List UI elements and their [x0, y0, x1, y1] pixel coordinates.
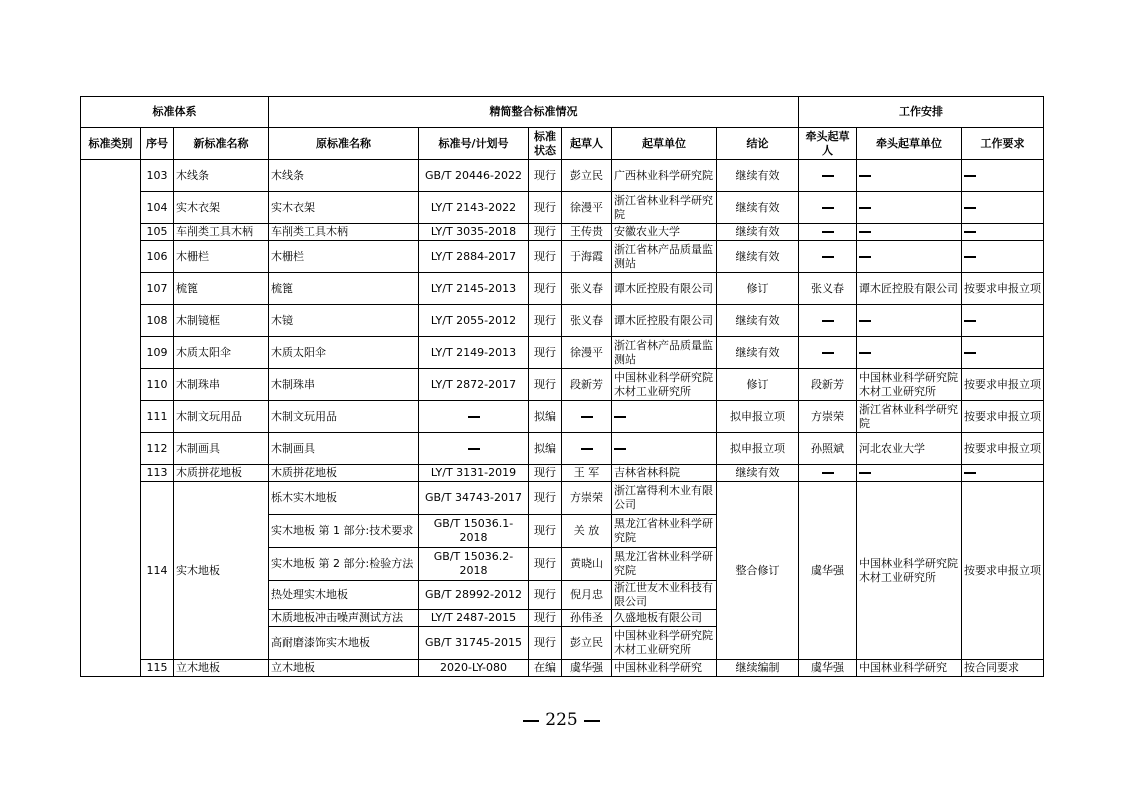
- unit-cell: 浙江省林产品质量监测站: [612, 337, 717, 369]
- code-cell: LY/T 2872-2017: [419, 369, 529, 401]
- orig-name-cell: 车削类工具木柄: [269, 224, 419, 241]
- lead-unit-cell: [857, 337, 962, 369]
- seq-cell: 113: [141, 465, 174, 482]
- lead-drafter-cell: [799, 160, 857, 192]
- seq-cell: 104: [141, 192, 174, 224]
- seq-cell: 112: [141, 433, 174, 465]
- footer-dash-right: [584, 720, 600, 722]
- drafter-cell: [562, 401, 612, 433]
- status-cell: 现行: [529, 192, 562, 224]
- footer-dash-left: [523, 720, 539, 722]
- dash-mark: [964, 472, 976, 474]
- dash-mark: [614, 448, 626, 450]
- conclusion-cell: 继续有效: [717, 305, 799, 337]
- lead-drafter-cell: [799, 192, 857, 224]
- new-name-cell: 木线条: [174, 160, 269, 192]
- lead-unit-cell: 中国林业科学研究院木材工业研究所: [857, 369, 962, 401]
- col-header-drafter: 起草人: [562, 128, 612, 160]
- col-header-seq: 序号: [141, 128, 174, 160]
- orig-name-cell: 木制文玩用品: [269, 401, 419, 433]
- dash-mark: [614, 416, 626, 418]
- status-cell: 现行: [529, 548, 562, 581]
- dash-mark: [859, 175, 871, 177]
- status-cell: 现行: [529, 160, 562, 192]
- col-header-unit: 起草单位: [612, 128, 717, 160]
- unit-cell: 久盛地板有限公司: [612, 610, 717, 627]
- code-cell: LY/T 2145-2013: [419, 273, 529, 305]
- unit-cell: 浙江富得利木业有限公司: [612, 482, 717, 515]
- lead-drafter-cell: 虞华强: [799, 482, 857, 660]
- status-cell: 拟编: [529, 433, 562, 465]
- table-row: [81, 273, 1044, 305]
- dash-mark: [822, 231, 834, 233]
- dash-mark: [822, 472, 834, 474]
- new-name-cell: 实木衣架: [174, 192, 269, 224]
- unit-cell: 浙江省林业科学研究院: [612, 192, 717, 224]
- code-cell: LY/T 2884-2017: [419, 241, 529, 273]
- seq-cell: 105: [141, 224, 174, 241]
- drafter-cell: 彭立民: [562, 627, 612, 660]
- new-name-cell: 木制文玩用品: [174, 401, 269, 433]
- requirement-cell: 按要求申报立项: [962, 482, 1044, 660]
- unit-cell: 黑龙江省林业科学研究院: [612, 515, 717, 548]
- code-cell: GB/T 15036.1-2018: [419, 515, 529, 548]
- lead-drafter-cell: [799, 224, 857, 241]
- table-row: [81, 482, 1044, 515]
- dash-mark: [822, 256, 834, 258]
- code-cell: 2020-LY-080: [419, 660, 529, 677]
- dash-mark: [964, 256, 976, 258]
- col-header-lead-unit: 牵头起草单位: [857, 128, 962, 160]
- dash-mark: [822, 320, 834, 322]
- drafter-cell: 张义春: [562, 305, 612, 337]
- status-cell: 现行: [529, 581, 562, 610]
- table-row: [81, 369, 1044, 401]
- orig-name-cell: 立木地板: [269, 660, 419, 677]
- drafter-cell: 彭立民: [562, 160, 612, 192]
- dash-mark: [859, 207, 871, 209]
- orig-name-cell: 木质地板冲击噪声测试方法: [269, 610, 419, 627]
- code-cell: LY/T 3035-2018: [419, 224, 529, 241]
- requirement-cell: [962, 241, 1044, 273]
- lead-unit-cell: [857, 192, 962, 224]
- unit-cell: 谭木匠控股有限公司: [612, 305, 717, 337]
- group-header-situation: 精简整合标准情况: [269, 97, 799, 128]
- seq-cell: 114: [141, 482, 174, 660]
- new-name-cell: 木制珠串: [174, 369, 269, 401]
- dash-mark: [468, 448, 480, 450]
- seq-cell: 108: [141, 305, 174, 337]
- unit-cell: 谭木匠控股有限公司: [612, 273, 717, 305]
- dash-mark: [822, 207, 834, 209]
- lead-drafter-cell: [799, 305, 857, 337]
- group-header-system: 标准体系: [81, 97, 269, 128]
- orig-name-cell: 热处理实木地板: [269, 581, 419, 610]
- code-cell: GB/T 31745-2015: [419, 627, 529, 660]
- status-cell: 拟编: [529, 401, 562, 433]
- drafter-cell: 徐漫平: [562, 192, 612, 224]
- code-cell: LY/T 2487-2015: [419, 610, 529, 627]
- lead-unit-cell: [857, 224, 962, 241]
- col-header-code: 标准号/计划号: [419, 128, 529, 160]
- orig-name-cell: 高耐磨漆饰实木地板: [269, 627, 419, 660]
- requirement-cell: 按合同要求: [962, 660, 1044, 677]
- seq-cell: 107: [141, 273, 174, 305]
- conclusion-cell: 继续有效: [717, 224, 799, 241]
- status-cell: 现行: [529, 465, 562, 482]
- conclusion-cell: 拟申报立项: [717, 401, 799, 433]
- requirement-cell: [962, 465, 1044, 482]
- table-row: [81, 160, 1044, 192]
- table-row: [81, 305, 1044, 337]
- dash-mark: [964, 175, 976, 177]
- dash-mark: [859, 231, 871, 233]
- drafter-cell: 方崇荣: [562, 482, 612, 515]
- requirement-cell: [962, 160, 1044, 192]
- orig-name-cell: 实木地板 第 1 部分:技术要求: [269, 515, 419, 548]
- unit-cell: [612, 401, 717, 433]
- drafter-cell: 虞华强: [562, 660, 612, 677]
- drafter-cell: 王 军: [562, 465, 612, 482]
- dash-mark: [964, 207, 976, 209]
- col-header-status: 标准状态: [529, 128, 562, 160]
- new-name-cell: 立木地板: [174, 660, 269, 677]
- status-cell: 现行: [529, 369, 562, 401]
- conclusion-cell: 整合修订: [717, 482, 799, 660]
- drafter-cell: 徐漫平: [562, 337, 612, 369]
- orig-name-cell: 实木地板 第 2 部分:检验方法: [269, 548, 419, 581]
- table-row: [81, 224, 1044, 241]
- seq-cell: 111: [141, 401, 174, 433]
- requirement-cell: 按要求申报立项: [962, 369, 1044, 401]
- page-number: 225: [545, 710, 578, 730]
- drafter-cell: 孙伟圣: [562, 610, 612, 627]
- lead-drafter-cell: [799, 337, 857, 369]
- lead-drafter-cell: 方崇荣: [799, 401, 857, 433]
- code-cell: LY/T 2055-2012: [419, 305, 529, 337]
- lead-unit-cell: [857, 305, 962, 337]
- unit-cell: 中国林业科学研究院木材工业研究所: [612, 369, 717, 401]
- status-cell: 现行: [529, 273, 562, 305]
- orig-name-cell: 木制珠串: [269, 369, 419, 401]
- status-cell: 现行: [529, 610, 562, 627]
- lead-unit-cell: [857, 241, 962, 273]
- code-cell: GB/T 15036.2-2018: [419, 548, 529, 581]
- dash-mark: [581, 416, 593, 418]
- seq-cell: 115: [141, 660, 174, 677]
- dash-mark: [859, 472, 871, 474]
- code-cell: GB/T 34743-2017: [419, 482, 529, 515]
- new-name-cell: 木制画具: [174, 433, 269, 465]
- table-body: [81, 160, 1044, 677]
- col-header-requirement: 工作要求: [962, 128, 1044, 160]
- conclusion-cell: 继续编制: [717, 660, 799, 677]
- code-cell: LY/T 2143-2022: [419, 192, 529, 224]
- dash-mark: [581, 448, 593, 450]
- drafter-cell: 王传贵: [562, 224, 612, 241]
- requirement-cell: [962, 224, 1044, 241]
- lead-unit-cell: [857, 160, 962, 192]
- dash-mark: [964, 320, 976, 322]
- requirement-cell: 按要求申报立项: [962, 273, 1044, 305]
- code-cell: [419, 433, 529, 465]
- drafter-cell: [562, 433, 612, 465]
- new-name-cell: 木栅栏: [174, 241, 269, 273]
- lead-drafter-cell: 虞华强: [799, 660, 857, 677]
- lead-unit-cell: 中国林业科学研究: [857, 660, 962, 677]
- requirement-cell: [962, 337, 1044, 369]
- requirement-cell: [962, 192, 1044, 224]
- table-row: [81, 433, 1044, 465]
- orig-name-cell: 木线条: [269, 160, 419, 192]
- table-row: [81, 660, 1044, 677]
- lead-unit-cell: 浙江省林业科学研究院: [857, 401, 962, 433]
- col-header-orig-name: 原标准名称: [269, 128, 419, 160]
- conclusion-cell: 继续有效: [717, 192, 799, 224]
- new-name-cell: 车削类工具木柄: [174, 224, 269, 241]
- new-name-cell: 木质拼花地板: [174, 465, 269, 482]
- seq-cell: 103: [141, 160, 174, 192]
- code-cell: GB/T 20446-2022: [419, 160, 529, 192]
- unit-cell: 中国林业科学研究: [612, 660, 717, 677]
- requirement-cell: 按要求申报立项: [962, 433, 1044, 465]
- orig-name-cell: 木镜: [269, 305, 419, 337]
- category-cell: [81, 160, 141, 677]
- status-cell: 现行: [529, 305, 562, 337]
- lead-drafter-cell: 孙照斌: [799, 433, 857, 465]
- orig-name-cell: 木质拼花地板: [269, 465, 419, 482]
- code-cell: GB/T 28992-2012: [419, 581, 529, 610]
- dash-mark: [859, 352, 871, 354]
- new-name-cell: 梳篦: [174, 273, 269, 305]
- unit-cell: 广西林业科学研究院: [612, 160, 717, 192]
- table-row: [81, 465, 1044, 482]
- standards-table: [80, 96, 1044, 677]
- dash-mark: [964, 352, 976, 354]
- table-row: [81, 401, 1044, 433]
- conclusion-cell: 修订: [717, 273, 799, 305]
- orig-name-cell: 梳篦: [269, 273, 419, 305]
- col-header-conclusion: 结论: [717, 128, 799, 160]
- lead-unit-cell: 河北农业大学: [857, 433, 962, 465]
- unit-cell: 黑龙江省林业科学研究院: [612, 548, 717, 581]
- conclusion-cell: 修订: [717, 369, 799, 401]
- drafter-cell: 段新芳: [562, 369, 612, 401]
- conclusion-cell: 继续有效: [717, 465, 799, 482]
- lead-unit-cell: [857, 465, 962, 482]
- unit-cell: [612, 433, 717, 465]
- unit-cell: 浙江世友木业科技有限公司: [612, 581, 717, 610]
- status-cell: 现行: [529, 515, 562, 548]
- conclusion-cell: 继续有效: [717, 160, 799, 192]
- conclusion-cell: 继续有效: [717, 337, 799, 369]
- status-cell: 现行: [529, 337, 562, 369]
- table-row: [81, 192, 1044, 224]
- conclusion-cell: 拟申报立项: [717, 433, 799, 465]
- col-header-lead-drafter: 牵头起草人: [799, 128, 857, 160]
- drafter-cell: 张义春: [562, 273, 612, 305]
- status-cell: 现行: [529, 627, 562, 660]
- unit-cell: 吉林省林科院: [612, 465, 717, 482]
- lead-drafter-cell: [799, 241, 857, 273]
- status-cell: 现行: [529, 241, 562, 273]
- orig-name-cell: 木制画具: [269, 433, 419, 465]
- new-name-cell: 木制镜框: [174, 305, 269, 337]
- dash-mark: [859, 256, 871, 258]
- drafter-cell: 倪月忠: [562, 581, 612, 610]
- requirement-cell: [962, 305, 1044, 337]
- conclusion-cell: 继续有效: [717, 241, 799, 273]
- code-cell: [419, 401, 529, 433]
- orig-name-cell: 木栅栏: [269, 241, 419, 273]
- seq-cell: 109: [141, 337, 174, 369]
- orig-name-cell: 实木衣架: [269, 192, 419, 224]
- status-cell: 现行: [529, 224, 562, 241]
- seq-cell: 106: [141, 241, 174, 273]
- dash-mark: [964, 231, 976, 233]
- requirement-cell: 按要求申报立项: [962, 401, 1044, 433]
- new-name-cell: 实木地板: [174, 482, 269, 660]
- lead-unit-cell: 谭木匠控股有限公司: [857, 273, 962, 305]
- col-header-category: 标准类别: [81, 128, 141, 160]
- orig-name-cell: 栎木实木地板: [269, 482, 419, 515]
- code-cell: LY/T 3131-2019: [419, 465, 529, 482]
- dash-mark: [468, 416, 480, 418]
- drafter-cell: 黄晓山: [562, 548, 612, 581]
- lead-drafter-cell: 段新芳: [799, 369, 857, 401]
- lead-unit-cell: 中国林业科学研究院木材工业研究所: [857, 482, 962, 660]
- orig-name-cell: 木质太阳伞: [269, 337, 419, 369]
- new-name-cell: 木质太阳伞: [174, 337, 269, 369]
- table-row: [81, 241, 1044, 273]
- lead-drafter-cell: [799, 465, 857, 482]
- drafter-cell: 于海霞: [562, 241, 612, 273]
- status-cell: 现行: [529, 482, 562, 515]
- dash-mark: [859, 320, 871, 322]
- table-row: [81, 337, 1044, 369]
- group-header-work: 工作安排: [799, 97, 1044, 128]
- unit-cell: 安徽农业大学: [612, 224, 717, 241]
- unit-cell: 浙江省林产品质量监测站: [612, 241, 717, 273]
- dash-mark: [822, 352, 834, 354]
- unit-cell: 中国林业科学研究院木材工业研究所: [612, 627, 717, 660]
- page-footer: [0, 710, 1123, 730]
- lead-drafter-cell: 张义春: [799, 273, 857, 305]
- col-header-new-name: 新标准名称: [174, 128, 269, 160]
- drafter-cell: 关 放: [562, 515, 612, 548]
- code-cell: LY/T 2149-2013: [419, 337, 529, 369]
- seq-cell: 110: [141, 369, 174, 401]
- status-cell: 在编: [529, 660, 562, 677]
- dash-mark: [822, 175, 834, 177]
